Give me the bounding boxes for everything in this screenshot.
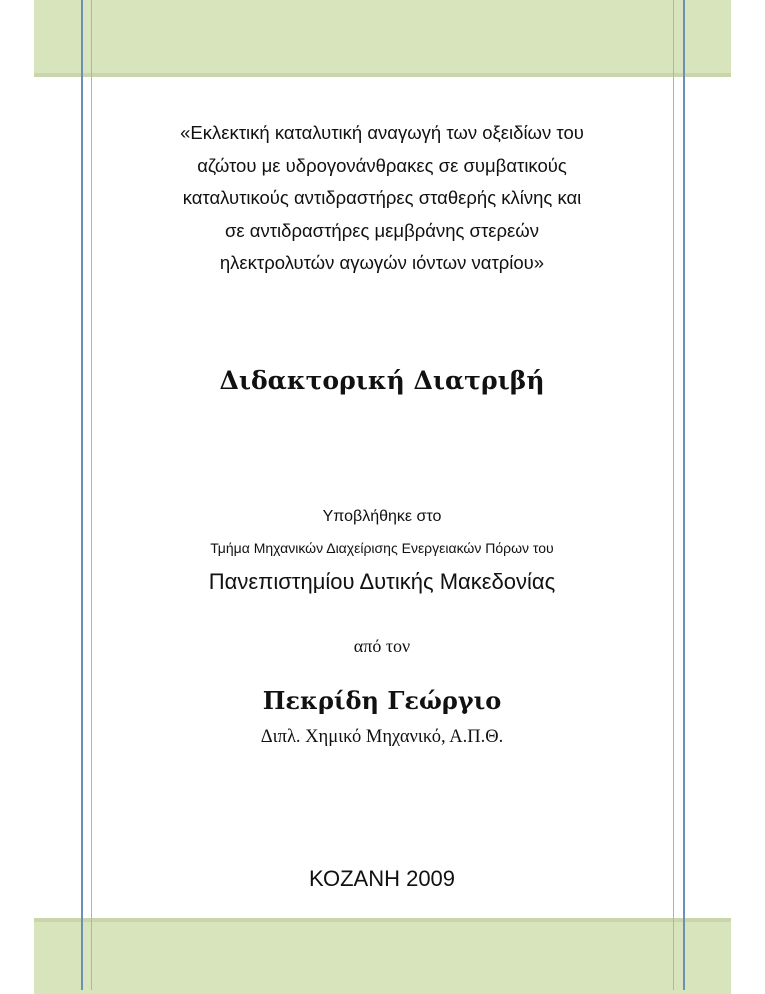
- university: Πανεπιστημίου Δυτικής Μακεδονίας: [208, 569, 556, 594]
- header-band: [34, 0, 731, 77]
- footer-band: [34, 918, 731, 994]
- right-border-rule: [683, 0, 685, 990]
- title-line: σε αντιδραστήρες μεμβράνης στερεών: [225, 219, 539, 241]
- left-border-rule: [81, 0, 83, 990]
- title-line: ηλεκτρολυτών αγωγών ιόντων νατρίου»: [219, 252, 545, 273]
- thesis-title: [92, 117, 672, 280]
- right-border-rule-inner: [673, 0, 674, 990]
- title-line: «Εκλεκτική καταλυτική αναγωγή των οξειδίων του: [180, 122, 584, 143]
- document-type: Διδακτορική Διατριβή: [219, 366, 545, 395]
- place-year: ΚΟΖΑΝΗ 2009: [308, 866, 456, 891]
- by-label: από τον: [353, 636, 411, 656]
- title-line: αζώτου με υδρογονάνθρακες σε συμβατικούς: [197, 154, 567, 176]
- submitted-to: Υποβλήθηκε στο: [322, 508, 442, 525]
- department: Τμήμα Μηχανικών Διαχείρισης Ενεργειακών Πόρων του: [210, 540, 554, 556]
- author-name: Πεκρίδη Γεώργιο: [262, 686, 502, 715]
- title-line: καταλυτικούς αντιδραστήρες σταθερής κλίνης και: [182, 187, 582, 208]
- author-degree: Διπλ. Χημικό Μηχανικό, Α.Π.Θ.: [260, 727, 504, 747]
